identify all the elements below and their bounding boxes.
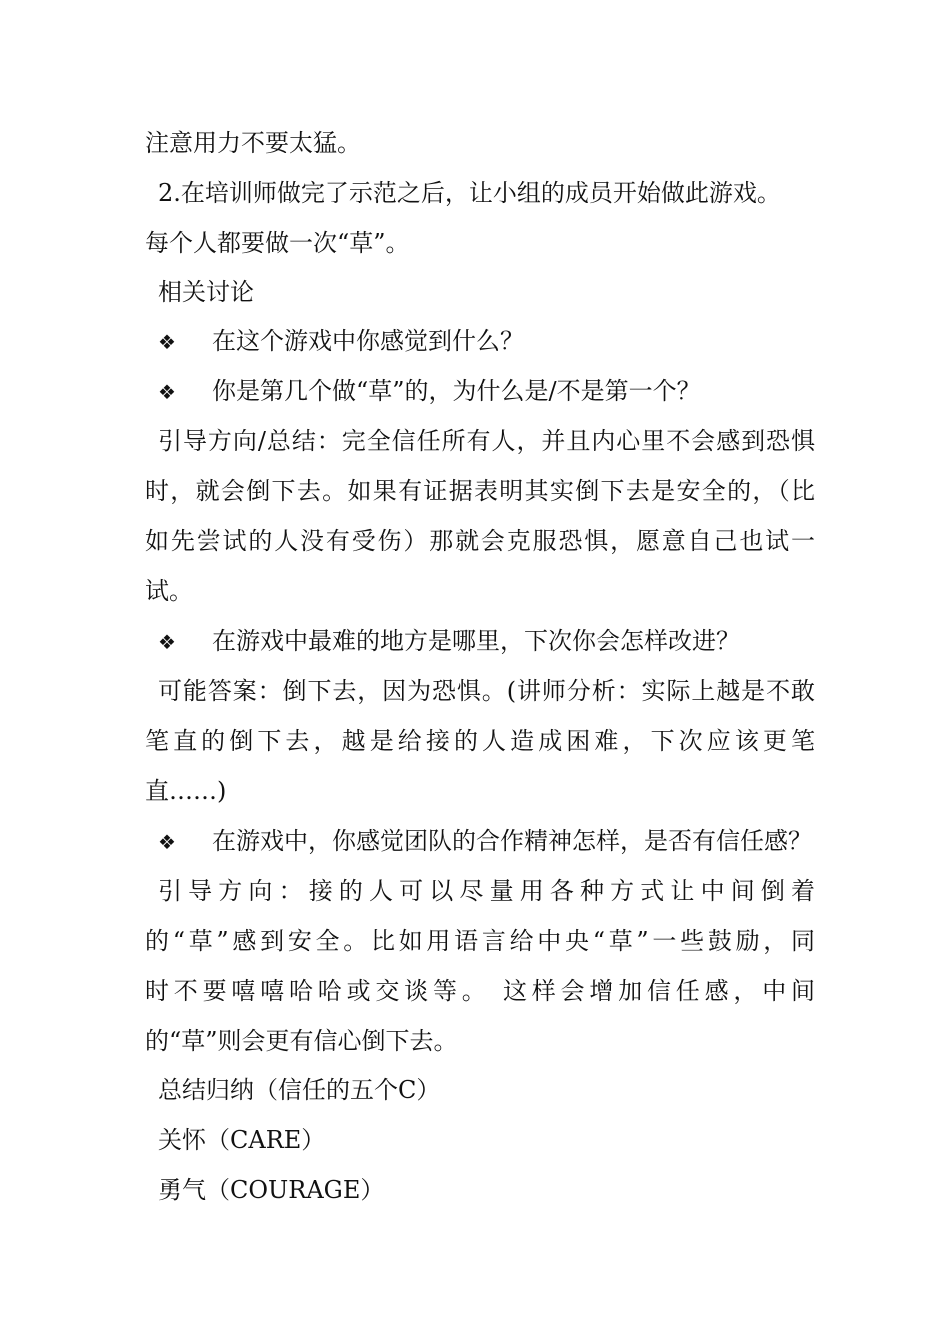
text-line-7: 引导方向/总结：完全信任所有人，并且内心里不会感到恐惧 [158, 427, 815, 455]
discussion-question-1 [158, 326, 838, 357]
diamond-bullet-icon: ❖ [158, 380, 176, 404]
text-line-12: 可能答案：倒下去，因为恐惧。(讲师分析：实际上越是不敢 [158, 677, 815, 705]
diamond-bullet-icon: ❖ [158, 830, 176, 854]
text-line-14: 直……) [145, 777, 227, 805]
text-line-courage: 勇气（COURAGE） [158, 1176, 385, 1204]
discussion-question-2 [158, 376, 838, 407]
discussion-question-4 [158, 826, 838, 857]
text-line-16: 引导方向：接的人可以尽量用各种方式让中间倒着 [158, 877, 815, 905]
section-heading-summary: 总结归纳（信任的五个C） [158, 1076, 441, 1104]
discussion-question-3 [158, 626, 838, 657]
text-line-17: 的“草”感到安全。比如用语言给中央“草”一些鼓励，同 [145, 927, 815, 955]
text-line-1: 注意用力不要太猛。 [145, 129, 361, 157]
text-line-18: 时不要嘻嘻哈哈或交谈等。 这样会增加信任感，中间 [145, 977, 815, 1005]
text-line-9: 如先尝试的人没有受伤）那就会克服恐惧，愿意自己也试一 [145, 527, 815, 555]
text-line-3: 每个人都要做一次“草”。 [145, 229, 410, 257]
text-line-2: 2.在培训师做完了示范之后，让小组的成员开始做此游戏。 [158, 179, 781, 207]
text-line-13: 笔直的倒下去，越是给接的人造成困难，下次应该更笔 [145, 727, 815, 755]
diamond-bullet-icon: ❖ [158, 330, 176, 354]
diamond-bullet-icon: ❖ [158, 630, 176, 654]
section-heading-discussion: 相关讨论 [158, 278, 254, 306]
question-text: 在这个游戏中你感觉到什么？ [212, 327, 524, 355]
text-line-19: 的“草”则会更有信心倒下去。 [145, 1027, 458, 1055]
question-text: 在游戏中，你感觉团队的合作精神怎样，是否有信任感？ [212, 827, 812, 855]
question-text: 你是第几个做“草”的，为什么是/不是第一个？ [212, 377, 701, 405]
text-line-8: 时，就会倒下去。如果有证据表明其实倒下去是安全的，（比 [145, 477, 815, 505]
text-line-10: 试。 [145, 577, 193, 605]
text-line-care: 关怀（CARE） [158, 1126, 326, 1154]
question-text: 在游戏中最难的地方是哪里，下次你会怎样改进？ [212, 627, 740, 655]
